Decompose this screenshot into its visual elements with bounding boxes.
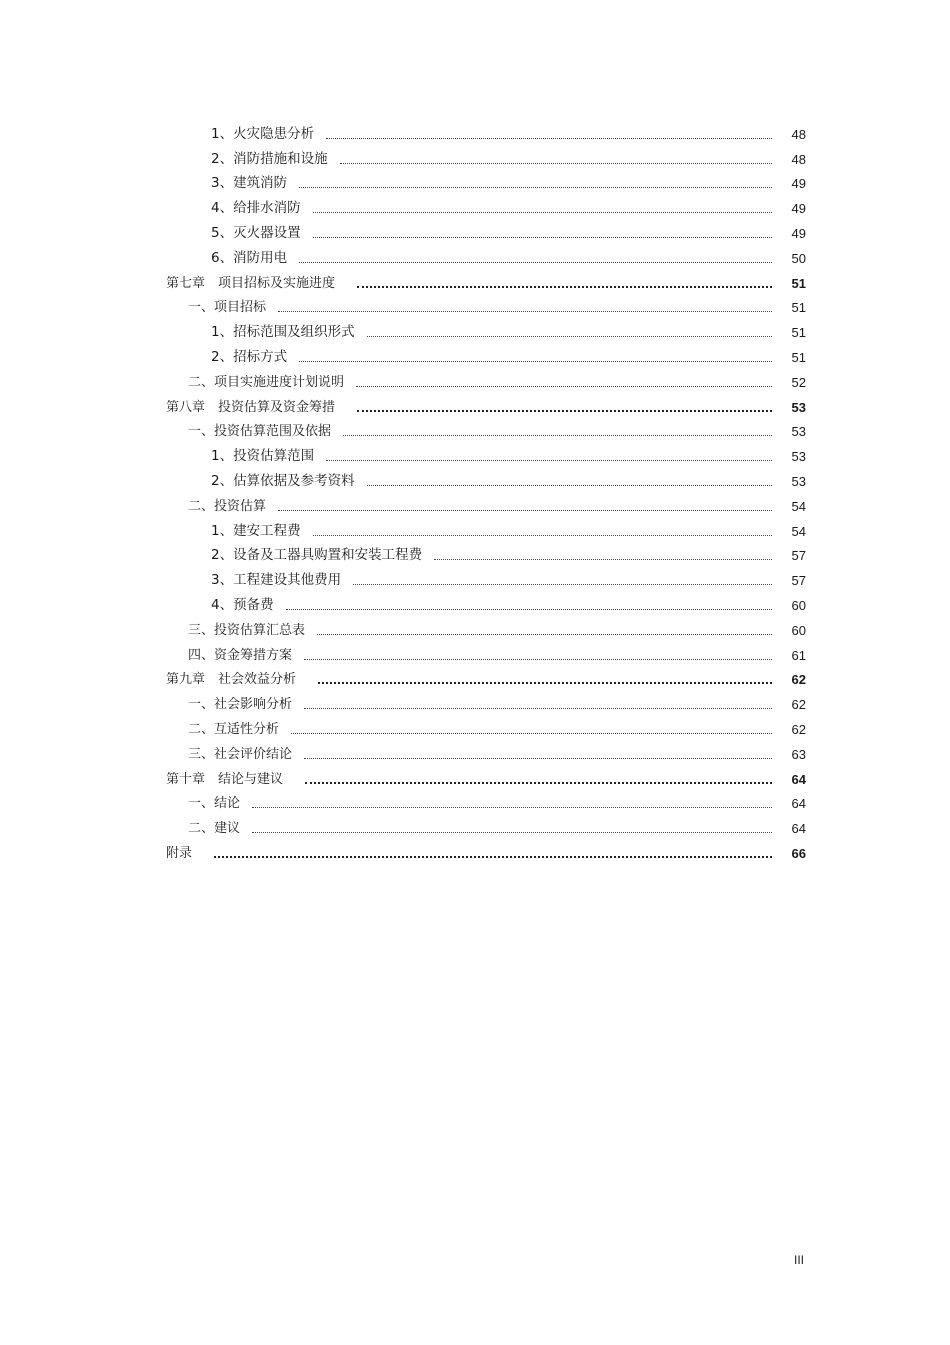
toc-entry-page: 66 (791, 845, 806, 861)
page-number: III (793, 1253, 804, 1267)
toc-dot-leader (304, 658, 772, 660)
toc-dot-leader (286, 608, 772, 610)
toc-entry-label: 二、投资估算 (188, 498, 267, 514)
toc-chapter-entry[interactable] (166, 267, 806, 292)
toc-section-entry[interactable] (166, 738, 806, 763)
toc-dot-leader (299, 186, 772, 188)
toc-subsection-entry[interactable] (166, 515, 806, 540)
toc-entry-label: 2、消防措施和设施 (211, 150, 328, 167)
toc-subsection-entry[interactable] (166, 217, 806, 242)
toc-entry-label: 3、建筑消防 (211, 175, 288, 192)
toc-entry-label: 二、项目实施进度计划说明 (188, 374, 345, 390)
toc-entry-page: 64 (791, 821, 806, 837)
toc-dot-leader (214, 855, 772, 858)
toc-entry-label: 第十章 结论与建议 (166, 771, 284, 787)
toc-dot-leader (313, 534, 772, 536)
toc-chapter-entry[interactable] (166, 664, 806, 689)
toc-subsection-entry[interactable] (166, 242, 806, 267)
toc-entry-page: 63 (791, 746, 806, 762)
toc-subsection-entry[interactable] (166, 440, 806, 465)
toc-entry-page: 54 (791, 523, 806, 539)
toc-entry-page: 60 (791, 597, 806, 613)
toc-entry-page: 48 (791, 151, 806, 167)
toc-entry-label: 一、投资估算范围及依据 (188, 424, 332, 440)
toc-dot-leader (318, 681, 772, 684)
toc-entry-page: 51 (791, 349, 806, 365)
toc-entry-label: 三、社会评价结论 (188, 746, 293, 762)
toc-entry-page: 53 (791, 424, 806, 440)
toc-dot-leader (317, 633, 772, 635)
toc-section-entry[interactable] (166, 614, 806, 639)
toc-subsection-entry[interactable] (166, 564, 806, 589)
toc-subsection-entry[interactable] (166, 192, 806, 217)
toc-entry-page: 50 (791, 250, 806, 266)
toc-section-entry[interactable] (166, 688, 806, 713)
toc-dot-leader (304, 757, 772, 759)
toc-entry-page: 49 (791, 201, 806, 217)
toc-entry-page: 61 (791, 647, 806, 663)
toc-dot-leader (252, 831, 772, 833)
toc-entry-page: 57 (791, 548, 806, 564)
toc-section-entry[interactable] (166, 713, 806, 738)
toc-entry-page: 51 (791, 325, 806, 341)
toc-entry-page: 62 (791, 672, 806, 688)
toc-dot-leader (252, 806, 772, 808)
toc-dot-leader (313, 211, 772, 213)
toc-dot-leader (353, 583, 772, 585)
toc-dot-leader (278, 509, 772, 511)
toc-entry-page: 49 (791, 225, 806, 241)
toc-section-entry[interactable] (166, 366, 806, 391)
toc-dot-leader (326, 137, 772, 139)
toc-dot-leader (278, 310, 772, 312)
toc-entry-page: 64 (791, 796, 806, 812)
toc-entry-label: 附录 (166, 845, 193, 861)
toc-entry-page: 54 (791, 498, 806, 514)
toc-section-entry[interactable] (166, 416, 806, 441)
toc-entry-label: 2、估算依据及参考资料 (211, 472, 355, 489)
toc-section-entry[interactable] (166, 292, 806, 317)
toc-section-entry[interactable] (166, 788, 806, 813)
toc-entry-label: 一、社会影响分析 (188, 697, 293, 713)
toc-subsection-entry[interactable] (166, 589, 806, 614)
toc-dot-leader (291, 732, 772, 734)
toc-entry-label: 5、灭火器设置 (211, 224, 301, 241)
toc-entry-label: 一、结论 (188, 796, 241, 812)
toc-dot-leader (313, 236, 772, 238)
toc-entry-label: 1、建安工程费 (211, 522, 301, 539)
toc-section-entry[interactable] (166, 639, 806, 664)
toc-subsection-entry[interactable] (166, 168, 806, 193)
toc-entry-label: 二、建议 (188, 821, 241, 837)
toc-entry-page: 48 (791, 126, 806, 142)
toc-entry-page: 51 (791, 300, 806, 316)
toc-entry-label: 2、招标方式 (211, 348, 288, 365)
toc-entry-page: 51 (791, 275, 806, 291)
toc-entry-page: 62 (791, 697, 806, 713)
toc-entry-page: 53 (791, 449, 806, 465)
toc-dot-leader (343, 434, 772, 436)
toc-entry-page: 52 (791, 374, 806, 390)
toc-entry-page: 57 (791, 573, 806, 589)
toc-dot-leader (305, 781, 772, 784)
toc-subsection-entry[interactable] (166, 118, 806, 143)
toc-entry-label: 三、投资估算汇总表 (188, 622, 306, 638)
toc-subsection-entry[interactable] (166, 540, 806, 565)
toc-dot-leader (357, 409, 772, 412)
toc-dot-leader (299, 261, 772, 263)
toc-subsection-entry[interactable] (166, 316, 806, 341)
toc-dot-leader (367, 484, 772, 486)
toc-chapter-entry[interactable] (166, 763, 806, 788)
toc-entry-page: 60 (791, 622, 806, 638)
toc-entry-page: 53 (791, 399, 806, 415)
toc-chapter-entry[interactable] (166, 391, 806, 416)
toc-dot-leader (367, 335, 772, 337)
toc-dot-leader (434, 558, 772, 560)
toc-entry-label: 第九章 社会效益分析 (166, 672, 297, 688)
toc-section-entry[interactable] (166, 490, 806, 515)
toc-entry-page: 62 (791, 721, 806, 737)
toc-section-entry[interactable] (166, 812, 806, 837)
toc-entry-label: 1、招标范围及组织形式 (211, 324, 355, 341)
toc-subsection-entry[interactable] (166, 465, 806, 490)
toc-entry-label: 4、给排水消防 (211, 200, 301, 217)
toc-entry-label: 第七章 项目招标及实施进度 (166, 275, 336, 291)
toc-entry-label: 1、火灾隐患分析 (211, 125, 315, 142)
toc-dot-leader (299, 360, 772, 362)
toc-entry-label: 4、预备费 (211, 596, 274, 613)
toc-entry-page: 64 (791, 771, 806, 787)
toc-subsection-entry[interactable] (166, 143, 806, 168)
toc-entry-page: 53 (791, 473, 806, 489)
toc-subsection-entry[interactable] (166, 341, 806, 366)
toc-entry-label: 四、资金筹措方案 (188, 647, 293, 663)
toc-dot-leader (326, 459, 772, 461)
toc-entry-label: 二、互适性分析 (188, 721, 280, 737)
toc-chapter-entry[interactable] (166, 837, 806, 862)
toc-dot-leader (340, 162, 772, 164)
toc-entry-label: 2、设备及工器具购置和安装工程费 (211, 547, 423, 564)
toc-entry-label: 第八章 投资估算及资金筹措 (166, 399, 336, 415)
table-of-contents (166, 118, 806, 862)
toc-entry-page: 49 (791, 176, 806, 192)
toc-entry-label: 3、工程建设其他费用 (211, 572, 342, 589)
toc-entry-label: 1、投资估算范围 (211, 448, 315, 465)
toc-dot-leader (356, 385, 772, 387)
toc-dot-leader (304, 707, 772, 709)
toc-entry-label: 6、消防用电 (211, 249, 288, 266)
toc-dot-leader (357, 285, 772, 288)
toc-entry-label: 一、项目招标 (188, 300, 267, 316)
